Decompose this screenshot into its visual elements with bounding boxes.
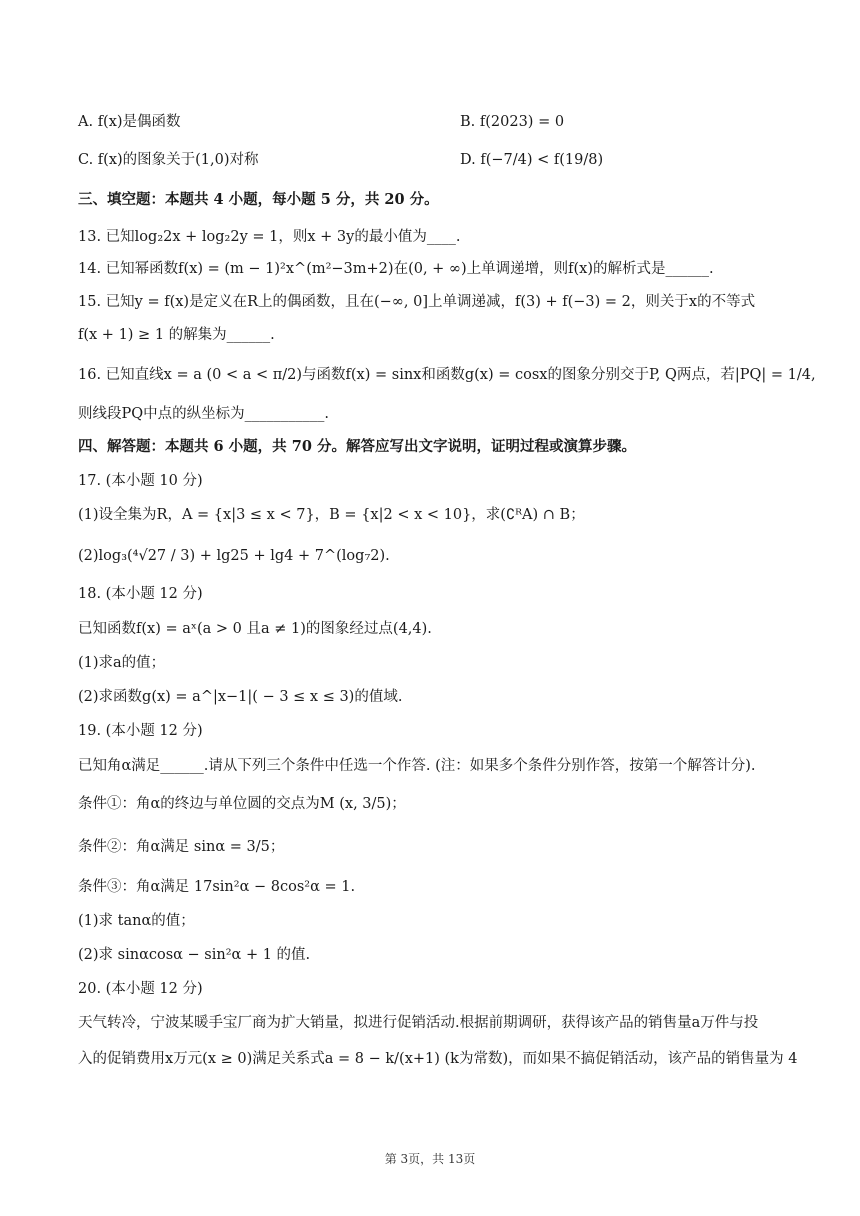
question-15-line-2: f(x + 1) ≥ 1 的解集为______.: [78, 327, 275, 343]
question-19-part-2: (2)求 sinαcosα − sin²α + 1 的值.: [78, 947, 311, 963]
question-15-line-1: 15. 已知y = f(x)是定义在R上的偶函数，且在(−∞, 0]上单调递减，f(3) + f(−3) = 2，则关于x的不等式: [78, 294, 756, 310]
question-18-stem: 已知函数f(x) = aˣ(a > 0 且a ≠ 1)的图象经过点(4,4).: [78, 621, 432, 637]
question-14: 14. 已知幂函数f(x) = (m − 1)²x^(m²−3m+2)在(0, + ∞)上单调递增，则f(x)的解析式是______.: [78, 261, 714, 277]
option-c: C. f(x)的图象关于(1,0)对称: [78, 152, 259, 168]
question-17-part-1: (1)设全集为R，A = {x|3 ≤ x < 7}，B = {x|2 < x < 10}，求(∁ᴿA) ∩ B；: [78, 507, 585, 523]
question-19-stem: 已知角α满足______.请从下列三个条件中任选一个作答. (注：如果多个条件分别作答，按第一个解答计分).: [78, 758, 756, 774]
question-19-condition-3: 条件③：角α满足 17sin²α − 8cos²α = 1.: [78, 879, 356, 895]
question-20-line-1: 天气转冷，宁波某暖手宝厂商为扩大销量，拟进行促销活动.根据前期调研，获得该产品的销售量a万件与投: [78, 1015, 759, 1031]
option-d: D. f(−7/4) < f(19/8): [460, 152, 604, 168]
option-a: A. f(x)是偶函数: [78, 114, 181, 130]
question-18-title: 18. (本小题 12 分): [78, 586, 203, 602]
section-4-heading: 四、解答题：本题共 6 小题，共 70 分。解答应写出文字说明，证明过程或演算步骤。: [78, 438, 636, 455]
question-19-condition-2: 条件②：角α满足 sinα = 3/5；: [78, 839, 285, 855]
question-18-part-2: (2)求函数g(x) = a^|x−1|( − 3 ≤ x ≤ 3)的值域.: [78, 689, 403, 705]
question-20-title: 20. (本小题 12 分): [78, 981, 203, 997]
question-17-title: 17. (本小题 10 分): [78, 473, 203, 489]
page-footer: 第 3页，共 13页: [384, 1152, 476, 1166]
question-16-line-1: 16. 已知直线x = a (0 < a < π/2)与函数f(x) = sinx和函数g(x) = cosx的图象分别交于P, Q两点，若|PQ| = 1/4,: [78, 367, 816, 383]
question-19-part-1: (1)求 tanα的值；: [78, 913, 195, 929]
question-19-title: 19. (本小题 12 分): [78, 723, 203, 739]
question-18-part-1: (1)求a的值；: [78, 655, 166, 671]
question-20-line-2: 入的促销费用x万元(x ≥ 0)满足关系式a = 8 − k/(x+1) (k为常数)，而如果不搞促销活动，该产品的销售量为 4: [78, 1051, 798, 1067]
question-13: 13. 已知log₂2x + log₂2y = 1，则x + 3y的最小值为____.: [78, 229, 461, 245]
option-b: B. f(2023) = 0: [460, 114, 565, 130]
question-17-part-2: (2)log₃(⁴√27 / 3) + lg25 + lg4 + 7^(log₇2).: [78, 548, 390, 564]
question-19-condition-1: 条件①：角α的终边与单位圆的交点为M (x, 3/5)；: [78, 796, 406, 812]
section-3-heading: 三、填空题：本题共 4 小题，每小题 5 分，共 20 分。: [78, 191, 439, 208]
question-16-line-2: 则线段PQ中点的纵坐标为___________.: [78, 406, 330, 422]
